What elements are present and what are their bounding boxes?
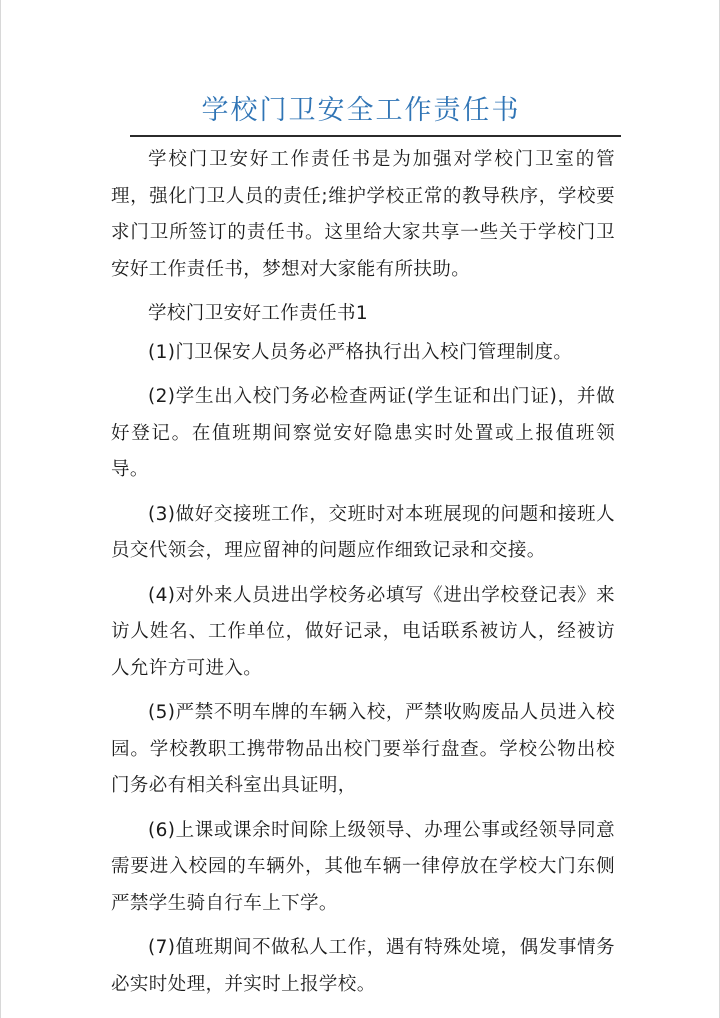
- document-title: 学校门卫安全工作责任书: [201, 95, 521, 126]
- intro-paragraph: 学校门卫安好工作责任书是为加强对学校门卫室的管理，强化门卫人员的责任;维护学校正常的教导秩序，学校要求门卫所签订的责任书。这里给大家共享一些关于学校门卫安好工作责任书，梦想对大家能有所扶助。: [111, 149, 615, 280]
- clause-5: (5)严禁不明车牌的车辆入校，严禁收购废品人员进入校园。学校教职工携带物品出校门要举行盘查。学校公物出校门务必有相关科室出具证明，: [111, 702, 615, 796]
- clause-2: (2)学生出入校门务必检查两证(学生证和出门证)，并做好登记。在值班期间察觉安好隐患实时处置或上报值班领导。: [111, 386, 615, 480]
- clause-4: (4)对外来人员进出学校务必填写《进出学校登记表》来访人姓名、工作单位，做好记录，电话联系被访人，经被访人允许方可进入。: [111, 584, 615, 679]
- section-heading: 学校门卫安好工作责任书1: [148, 303, 369, 324]
- clause-7: (7)值班期间不做私人工作，遇有特殊处境，偶发事情务必实时处理，并实时上报学校。: [111, 937, 615, 995]
- clause-6: (6)上课或课余时间除上级领导、办理公事或经领导同意需要进入校园的车辆外，其他车辆一律停放在学校大门东侧严禁学生骑自行车上下学。: [111, 819, 615, 914]
- clause-1: (1)门卫保安人员务必严格执行出入校门管理制度。: [148, 341, 573, 363]
- clause-3: (3)做好交接班工作，交班时对本班展现的问题和接班人员交代领会，理应留神的问题应作细致记录和交接。: [111, 503, 615, 561]
- document-body: [111, 142, 615, 1011]
- title-divider: [130, 135, 621, 137]
